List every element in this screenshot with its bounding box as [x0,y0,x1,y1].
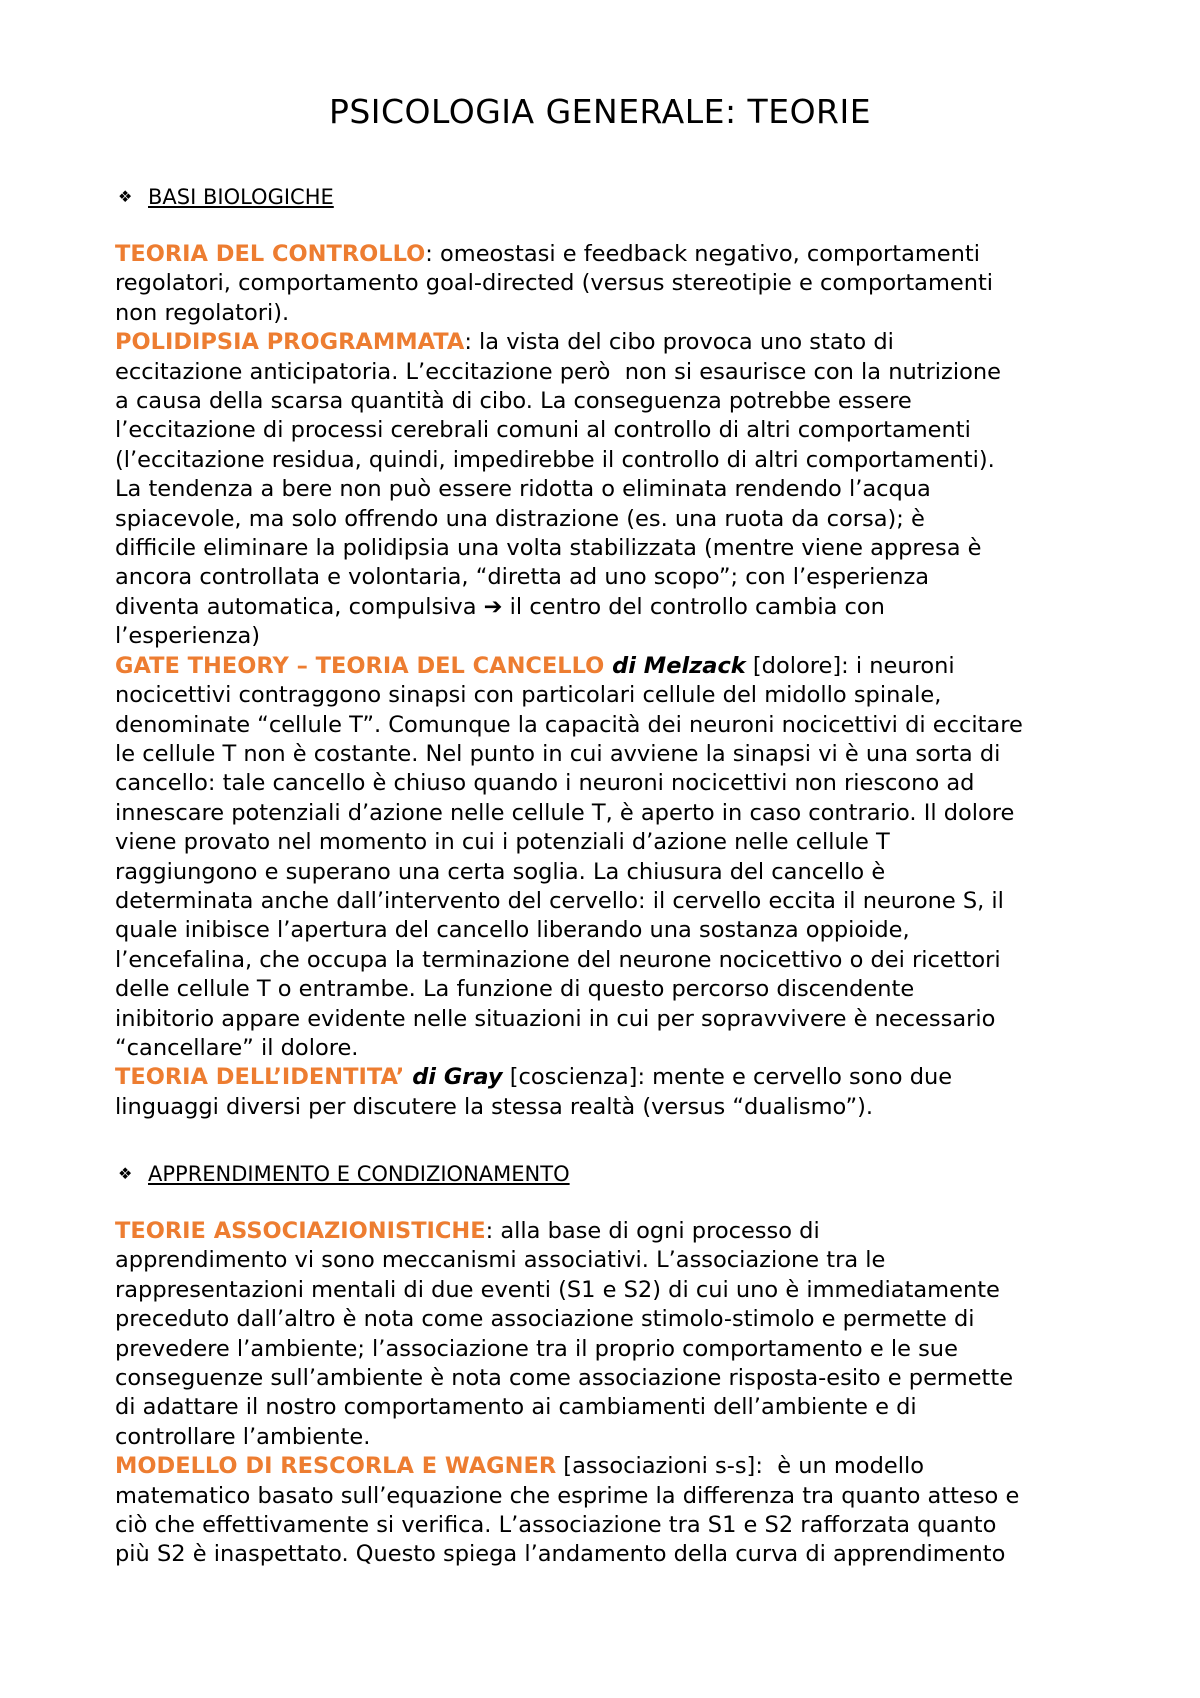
document-title: PSICOLOGIA GENERALE: TEORIE [328,92,872,131]
section-body-apprendimento: TEORIE ASSOCIAZIONISTICHE: alla base di ogni processo di apprendimento vi sono meccanismi associativi. L’associazione tra le rappresentazioni mentali di due eventi (S1 e S2) di cui uno è immediatamente preceduto dall’altro è nota come associazione stimolo-stimolo e permette di prevedere l’ambiente; l’associazione tra il proprio comportamento e le sue conseguenze sull’ambiente è nota come associazione risposta-esito e permette di adattare il nostro comportamento ai cambiamenti dell’ambiente e di controllare l’ambiente. MODELLO DI RESCORLA E WAGNER [associazioni s-s]: è un modello matematico basato sull’equazione che esprime la differenza tra quanto atteso e ciò che effettivamente si verifica. L’associazione tra S1 e S2 rafforzata quanto più S2 è inaspettato. Questo spiega l’andamento della curva di apprendimento [115,1217,1115,1570]
entry-rescorla-wagner: MODELLO DI RESCORLA E WAGNER [associazioni s-s]: è un modello [115,1453,924,1480]
entry-term: TEORIA DELL’IDENTITA’ [115,1064,413,1091]
entry-term: MODELLO DI RESCORLA E WAGNER [115,1453,557,1480]
entry-teorie-associazionistiche: TEORIE ASSOCIAZIONISTICHE: alla base di ogni processo di [115,1218,820,1244]
entry-author: di Melzack [612,652,746,679]
diamond-bullet-icon: ❖ [118,1164,133,1183]
right-arrow-icon: ➔ [483,593,503,620]
entry-gate-theory: GATE THEORY – TEORIA DEL CANCELLO di Melzack [dolore]: i neuroni [115,652,955,679]
entry-term: TEORIE ASSOCIAZIONISTICHE [115,1218,486,1244]
diamond-bullet-icon: ❖ [118,187,133,206]
section-body-basi-biologiche: TEORIA DEL CONTROLLO: omeostasi e feedback negativo, comportamenti regolatori, comportamento goal-directed (versus stereotipie e comportamenti non regolatori). POLIDIPSIA PROGRAMMATA: la vista del cibo provoca uno stato di eccitazione anticipatoria. L’eccitazione però non si esaurisce con la nutrizione a causa della scarsa quantità di cibo. La conseguenza potrebbe essere l’eccitazione di processi cerebrali comuni al controllo di altri comportamenti (l’eccitazione residua, quindi, impedirebbe il controllo di altri comportamenti). La tendenza a bere non può essere ridotta o eliminata rendendo l’acqua spiacevole, ma solo offrendo una distrazione (es. una ruota da corsa); è difficile eliminare la polidipsia una volta stabilizzata (mentre viene appresa è ancora controllata e volontaria, “diretta ad uno scopo”; con l’esperienza diventa automatica, compulsiva ➔ il centro del controllo cambia con l’esperienza) GATE THEORY – TEORIA DEL CANCELLO di Melzack [dolore]: i neuroni nocicettivi contraggono sinapsi con particolari cellule del midollo spinale, denominate “cellule T”. Comunque la capacità dei neuroni nocicettivi di eccitare le cellule T non è costante. Nel punto in cui avviene la sinapsi vi è una sorta di cancello: tale cancello è chiuso quando i neuroni nocicettivi non riescono ad innescare potenziali d’azione nelle cellule T, è aperto in caso contrario. Il dolore viene provato nel momento in cui i potenziali d’azione nelle cellule T raggiungono e superano una certa soglia. La chiusura del cancello è determinata anche dall’intervento del cervello: il cervello eccita il neurone S, il quale inibisce l’apertura del cancello liberando una sostanza oppioide, l’encefalina, che occupa la terminazione del neurone nocicettivo o dei ricettori delle cellule T o entrambe. La funzione di questo percorso discendente inibitorio appare evidente nelle situazioni in cui per sopravvivere è necessario “cancellare” il dolore. TEORIA DELL’IDENTITA’ di Gray [coscienza]: mente e cervello sono due linguaggi diversi per discutere la stessa realtà (versus “dualismo”). [115,240,1115,1122]
entry-author: di Gray [412,1064,503,1091]
entry-term: POLIDIPSIA PROGRAMMATA [115,329,465,356]
entry-polidipsia-programmata: POLIDIPSIA PROGRAMMATA: la vista del cibo provoca uno stato di [115,329,894,356]
section-heading-basi-biologiche: ❖ BASI BIOLOGICHE [118,185,334,209]
section-heading-apprendimento: ❖ APPRENDIMENTO E CONDIZIONAMENTO [118,1162,570,1186]
entry-teoria-del-controllo: TEORIA DEL CONTROLLO: omeostasi e feedback negativo, comportamenti [115,241,980,267]
entry-teoria-identita: TEORIA DELL’IDENTITA’ di Gray [coscienza]: mente e cervello sono due [115,1064,953,1091]
entry-term: TEORIA DEL CONTROLLO [115,241,426,267]
entry-term: GATE THEORY – TEORIA DEL CANCELLO [115,652,613,679]
